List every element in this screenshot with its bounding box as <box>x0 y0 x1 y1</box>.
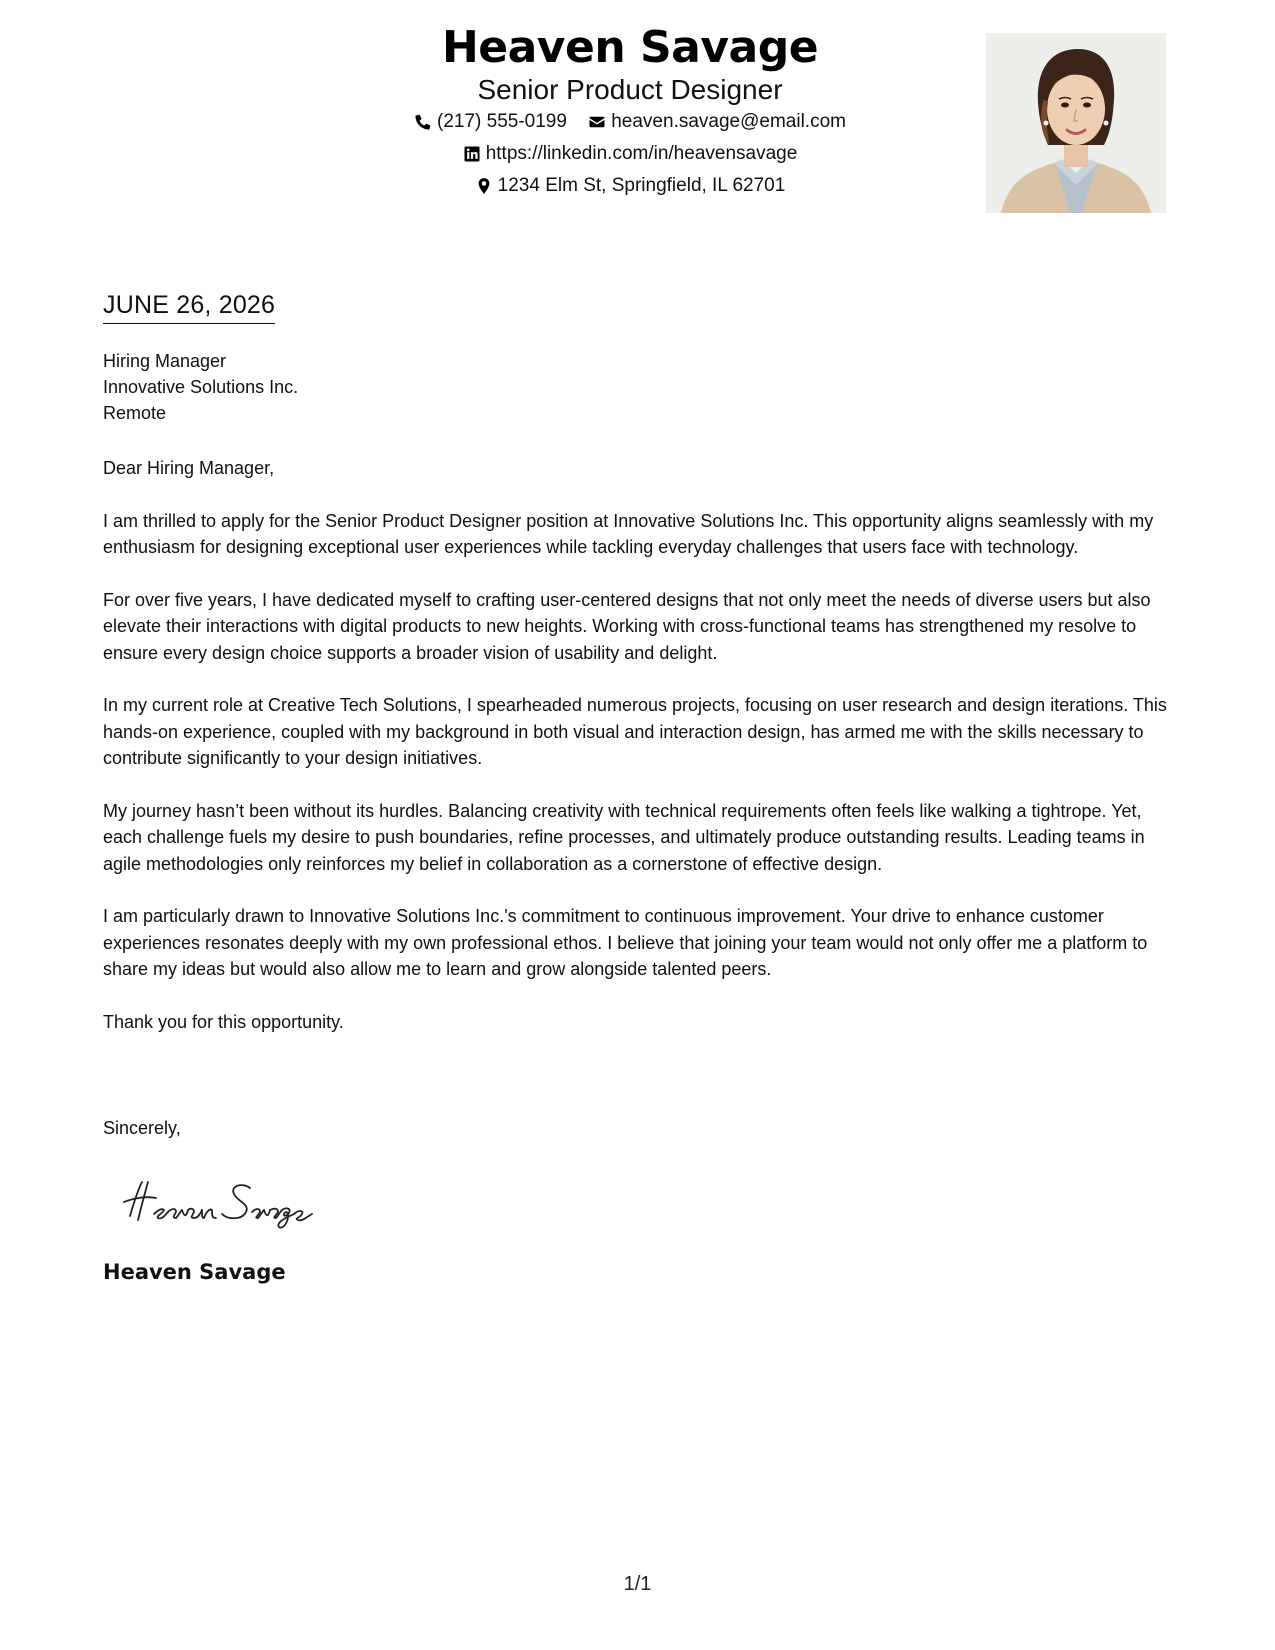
handwritten-signature <box>118 1172 358 1232</box>
address-contact <box>475 170 786 202</box>
email-contact <box>588 106 846 138</box>
body-paragraph-5: I am particularly drawn to Innovative Solutions Inc.'s commitment to continuous improvement. Your drive to enhance customer experiences resonates deeply with my own professional ethos. I believe that joining your team would not only offer me a platform to share my ideas but would also allow me to learn and grow alongside talented peers. <box>103 906 1148 979</box>
signed-name: Heaven Savage <box>103 1260 286 1284</box>
contact-line-address <box>340 170 920 202</box>
salutation: Dear Hiring Manager, <box>103 458 275 478</box>
body-paragraph-4: My journey hasn’t been without its hurdles. Balancing creativity with technical requirements often feels like walking a tightrope. Yet, each challenge fuels my desire to push boundaries, refine processes, and ultimately produce outstanding results. Leading teams in agile methodologies only reinforces my belief in collaboration as a cornerstone of effective design. <box>103 800 1145 874</box>
street-address: 1234 Elm St, Springfield, IL 62701 <box>497 175 786 197</box>
email-address[interactable]: heaven.savage@email.com <box>611 111 846 132</box>
phone-icon <box>414 113 432 131</box>
profile-photo <box>986 33 1166 213</box>
body-paragraph-2: For over five years, I have dedicated myself to crafting user-centered designs that not only meet the needs of diverse users but also elevate their interactions with digital products to new heights. Working with cross-functional teams has strengthened my resolve to ensure every design choice supports a broader vision of usability and delight. <box>103 589 1151 663</box>
recipient-company: Innovative Solutions Inc. <box>103 377 299 397</box>
phone-number[interactable]: (217) 555-0199 <box>437 111 567 132</box>
recipient-location: Remote <box>103 403 167 423</box>
linkedin-url[interactable]: https://linkedin.com/in/heavensavage <box>485 143 798 165</box>
recipient-block <box>103 348 298 426</box>
thank-you-line: Thank you for this opportunity. <box>103 1011 344 1032</box>
letter-date: JUNE 26, 2026 <box>103 287 275 324</box>
linkedin-icon <box>463 145 481 163</box>
body-paragraph-1: I am thrilled to apply for the Senior Product Designer position at Innovative Solutions Inc. This opportunity aligns seamlessly with my enthusiasm for designing exceptional user experiences while tackling everyday challenges that users face with technology. <box>103 510 1154 557</box>
linkedin-contact <box>463 138 798 170</box>
contact-line-linkedin <box>340 138 920 170</box>
phone-contact <box>414 106 567 138</box>
closing-line: Sincerely, <box>103 1118 181 1138</box>
applicant-title: Senior Product Designer <box>477 74 783 105</box>
envelope-icon <box>588 113 606 131</box>
contact-line-primary <box>340 106 920 138</box>
page-number: 1/1 <box>623 1573 652 1595</box>
letter-body <box>103 455 1173 1061</box>
map-pin-icon <box>475 177 493 195</box>
applicant-name: Heaven Savage <box>441 22 819 73</box>
body-paragraph-3: In my current role at Creative Tech Solutions, I spearheaded numerous projects, focusing on user research and design iterations. This hands-on experience, coupled with my background in both visual and interaction design, has armed me with the skills necessary to contribute significantly to your design initiatives. <box>103 695 1167 768</box>
letter-header <box>340 22 920 202</box>
recipient-title: Hiring Manager <box>103 351 227 371</box>
